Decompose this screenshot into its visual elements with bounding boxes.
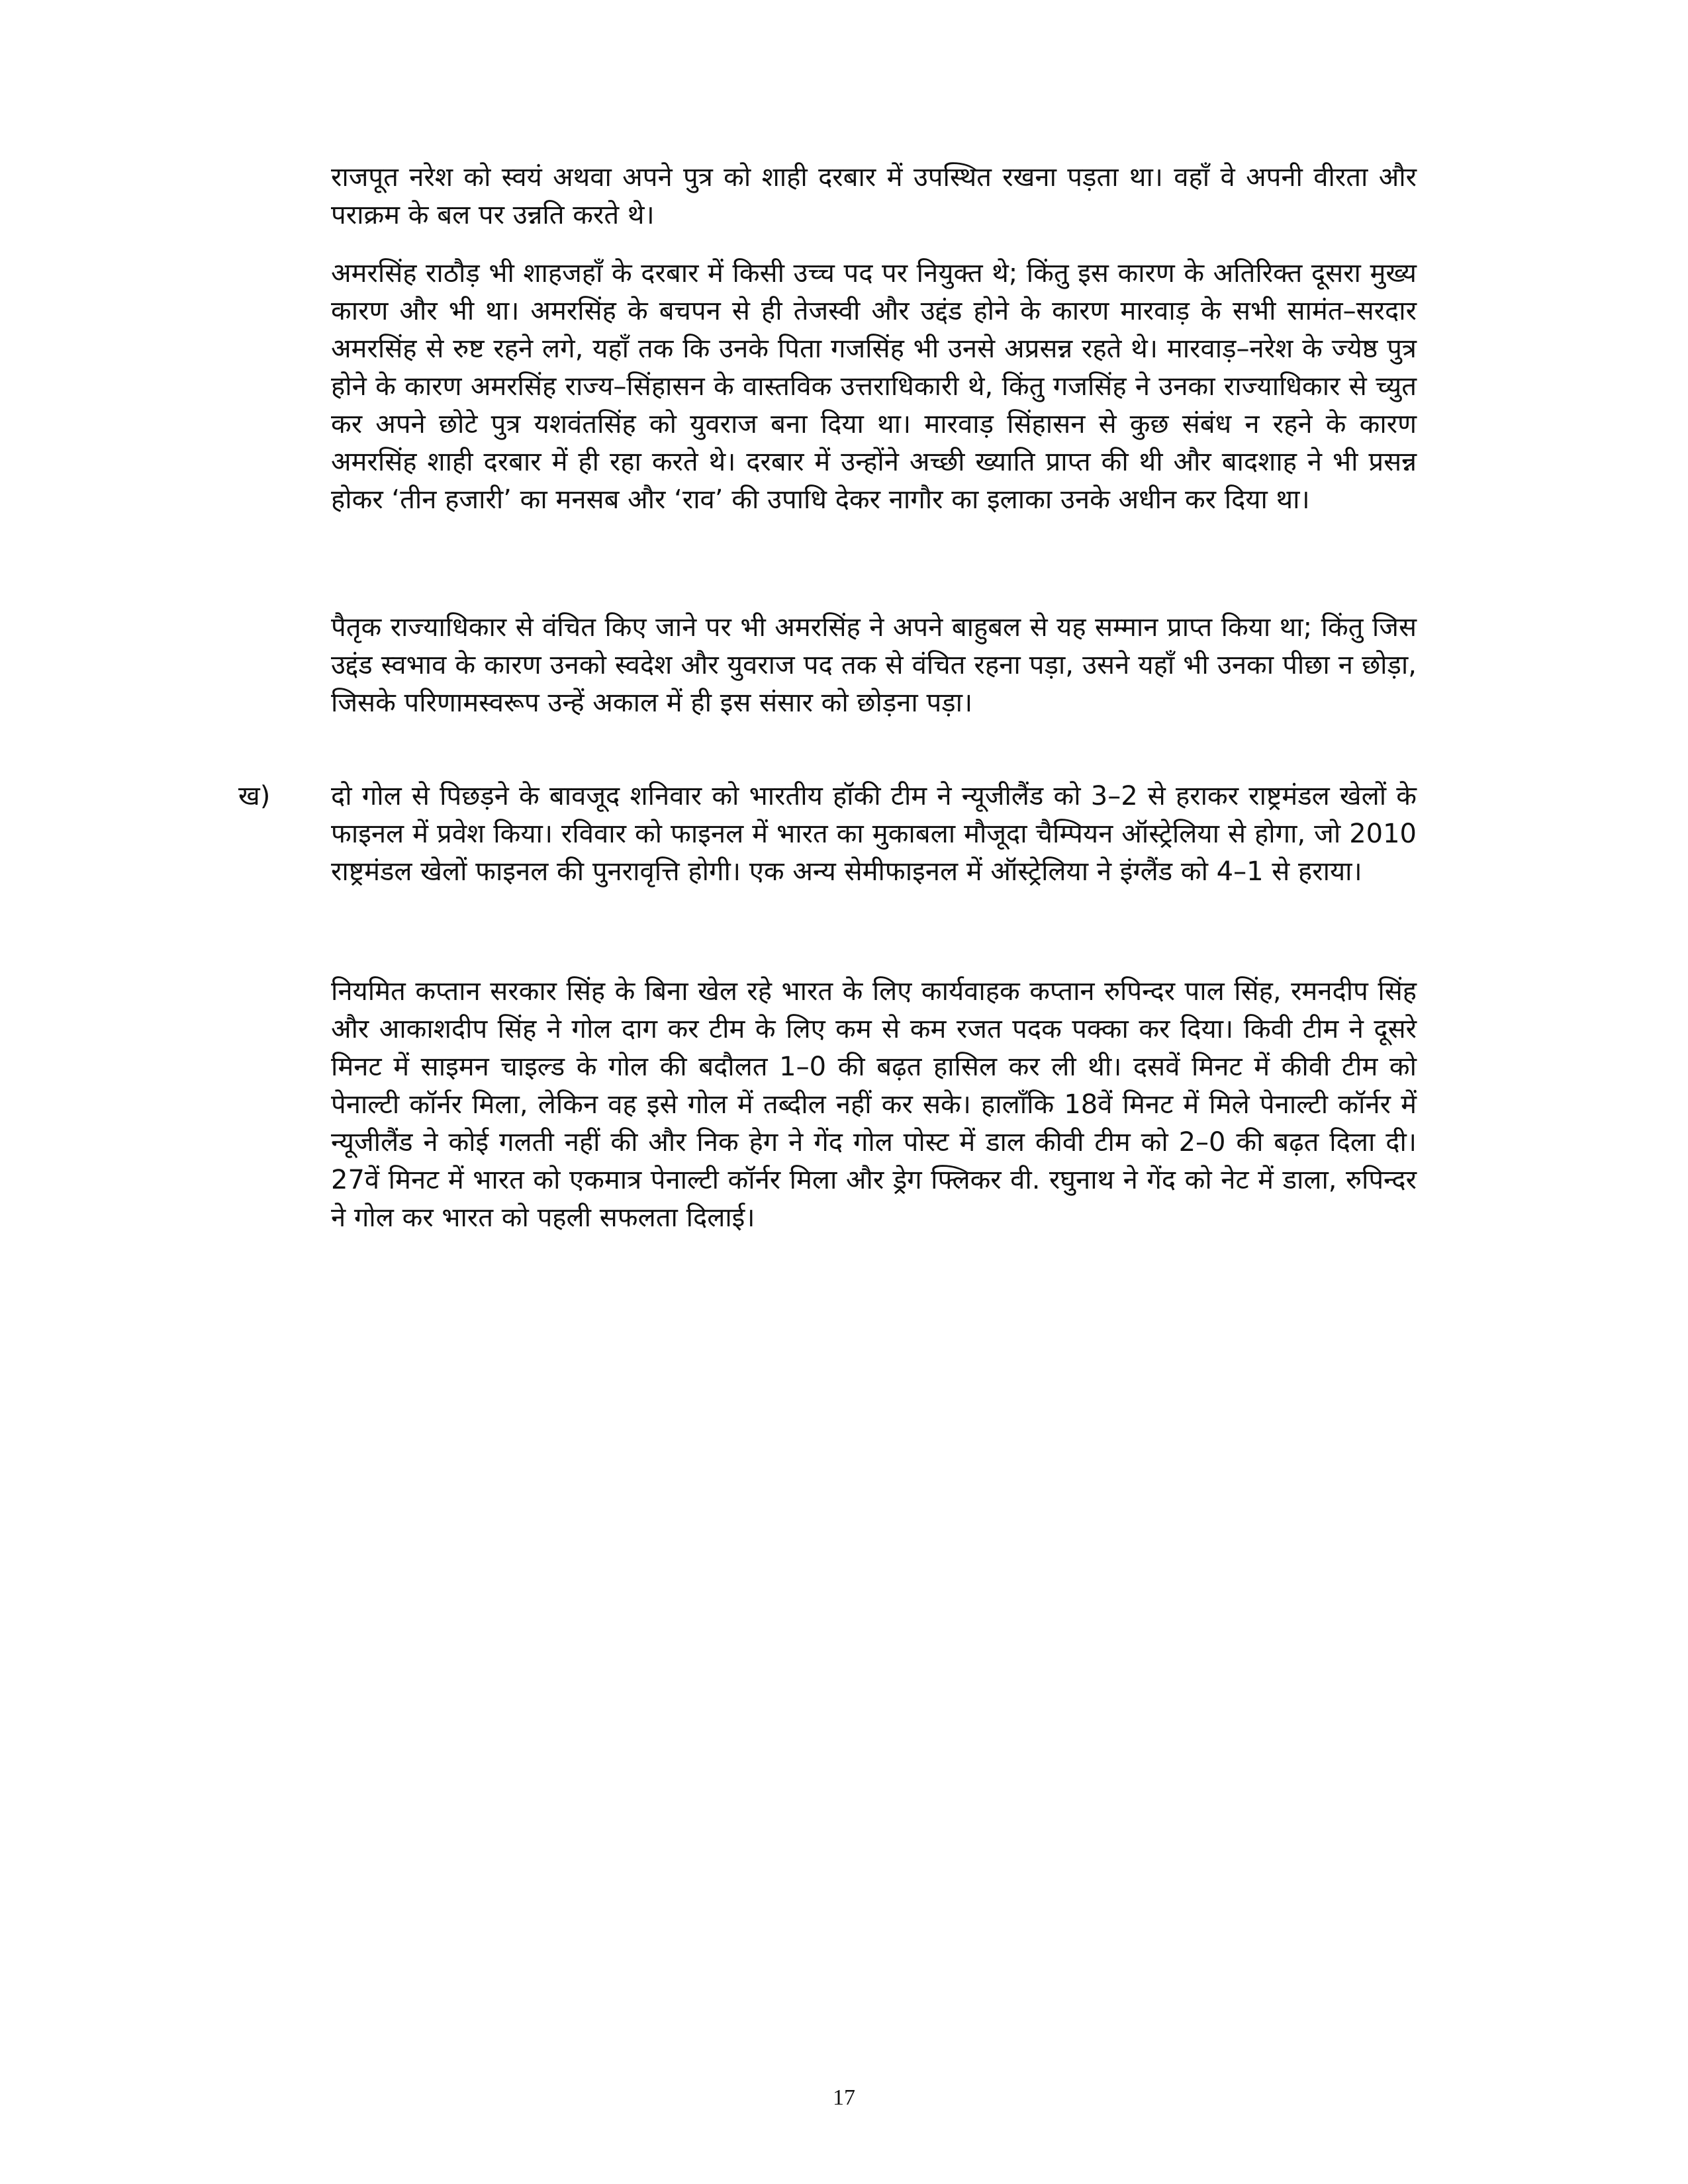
page-number: 17 [833, 2085, 855, 2110]
paragraph-amarsingh-rathore: अमरसिंह राठौड़ भी शाहजहाँ के दरबार में किसी उच्च पद पर नियुक्त थे; किंतु इस कारण के अतिरिक्त दूसरा मुख्य कारण और भी था। अमरसिंह के बचपन से ही तेजस्वी और उद्दंड होने के कारण मारवाड़ के सभी सामंत–सरदार अमरसिंह से रुष्ट रहने लगे, यहाँ तक कि उनके पिता गजसिंह भी उनसे अप्रसन्न रहते थे। मारवाड़–नरेश के ज्येष्ठ पुत्र होने के कारण अमरसिंह राज्य–सिंहासन के वास्तविक उत्तराधिकारी थे, किंतु गजसिंह ने उनका राज्याधिकार से च्युत कर अपने छोटे पुत्र यशवंतसिंह को युवराज बना दिया था। मारवाड़ सिंहासन से कुछ संबंध न रहने के कारण अमरसिंह शाही दरबार में ही रहा करते थे। दरबार में उन्होंने अच्छी ख्याति प्राप्त की थी और बादशाह ने भी प्रसन्न होकर ‘तीन हजारी’ का मनसब और ‘राव’ की उपाधि देकर नागौर का इलाका उनके अधीन कर दिया था। [331, 258, 1417, 515]
section-marker: ख) [238, 781, 271, 811]
paragraph-rajput-court: राजपूत नरेश को स्वयं अथवा अपने पुत्र को शाही दरबार में उपस्थित रखना पड़ता था। वहाँ वे अपनी वीरता और पराक्रम के बल पर उन्नति करते थे। [331, 162, 1417, 230]
paragraph-amarsingh-honour: पैतृक राज्याधिकार से वंचित किए जाने पर भी अमरसिंह ने अपने बाहुबल से यह सम्मान प्राप्त किया था; किंतु जिस उद्दंड स्वभाव के कारण उनको स्वदेश और युवराज पद तक से वंचित रहना पड़ा, उसने यहाँ भी उनका पीछा न छोड़ा, जिसके परिणामस्वरूप उन्हें अकाल में ही इस संसार को छोड़ना पड़ा। [331, 612, 1417, 718]
paragraph-hockey-semifinal: दो गोल से पिछड़ने के बावजूद शनिवार को भारतीय हॉकी टीम ने न्यूजीलैंड को 3–2 से हराकर राष्ट्रमंडल खेलों के फाइनल में प्रवेश किया। रविवार को फाइनल में भारत का मुकाबला मौजूदा चैम्पियन ऑस्ट्रेलिया से होगा, जो 2010 राष्ट्रमंडल खेलों फाइनल की पुनरावृत्ति होगी। एक अन्य सेमीफाइनल में ऑस्ट्रेलिया ने इंग्लैंड को 4–1 से हराया। [331, 781, 1417, 887]
paragraph-hockey-match-details: नियमित कप्तान सरकार सिंह के बिना खेल रहे भारत के लिए कार्यवाहक कप्तान रुपिन्दर पाल सिंह, रमनदीप सिंह और आकाशदीप सिंह ने गोल दाग कर टीम के लिए कम से कम रजत पदक पक्का कर दिया। किवी टीम ने दूसरे मिनट में साइमन चाइल्ड के गोल की बदौलत 1–0 की बढ़त हासिल कर ली थी। दसवें मिनट में कीवी टीम को पेनाल्टी कॉर्नर मिला, लेकिन वह इसे गोल में तब्दील नहीं कर सके। हालाँकि 18वें मिनट में मिले पेनाल्टी कॉर्नर में न्यूजीलैंड ने कोई गलती नहीं की और निक हेग ने गेंद गोल पोस्ट में डाल कीवी टीम को 2–0 की बढ़त दिला दी। 27वें मिनट में भारत को एकमात्र पेनाल्टी कॉर्नर मिला और ड्रेग फ्लिकर वी. रघुनाथ ने गेंद को नेट में डाला, रुपिन्दर ने गोल कर भारत को पहली सफलता दिलाई। [331, 976, 1417, 1233]
